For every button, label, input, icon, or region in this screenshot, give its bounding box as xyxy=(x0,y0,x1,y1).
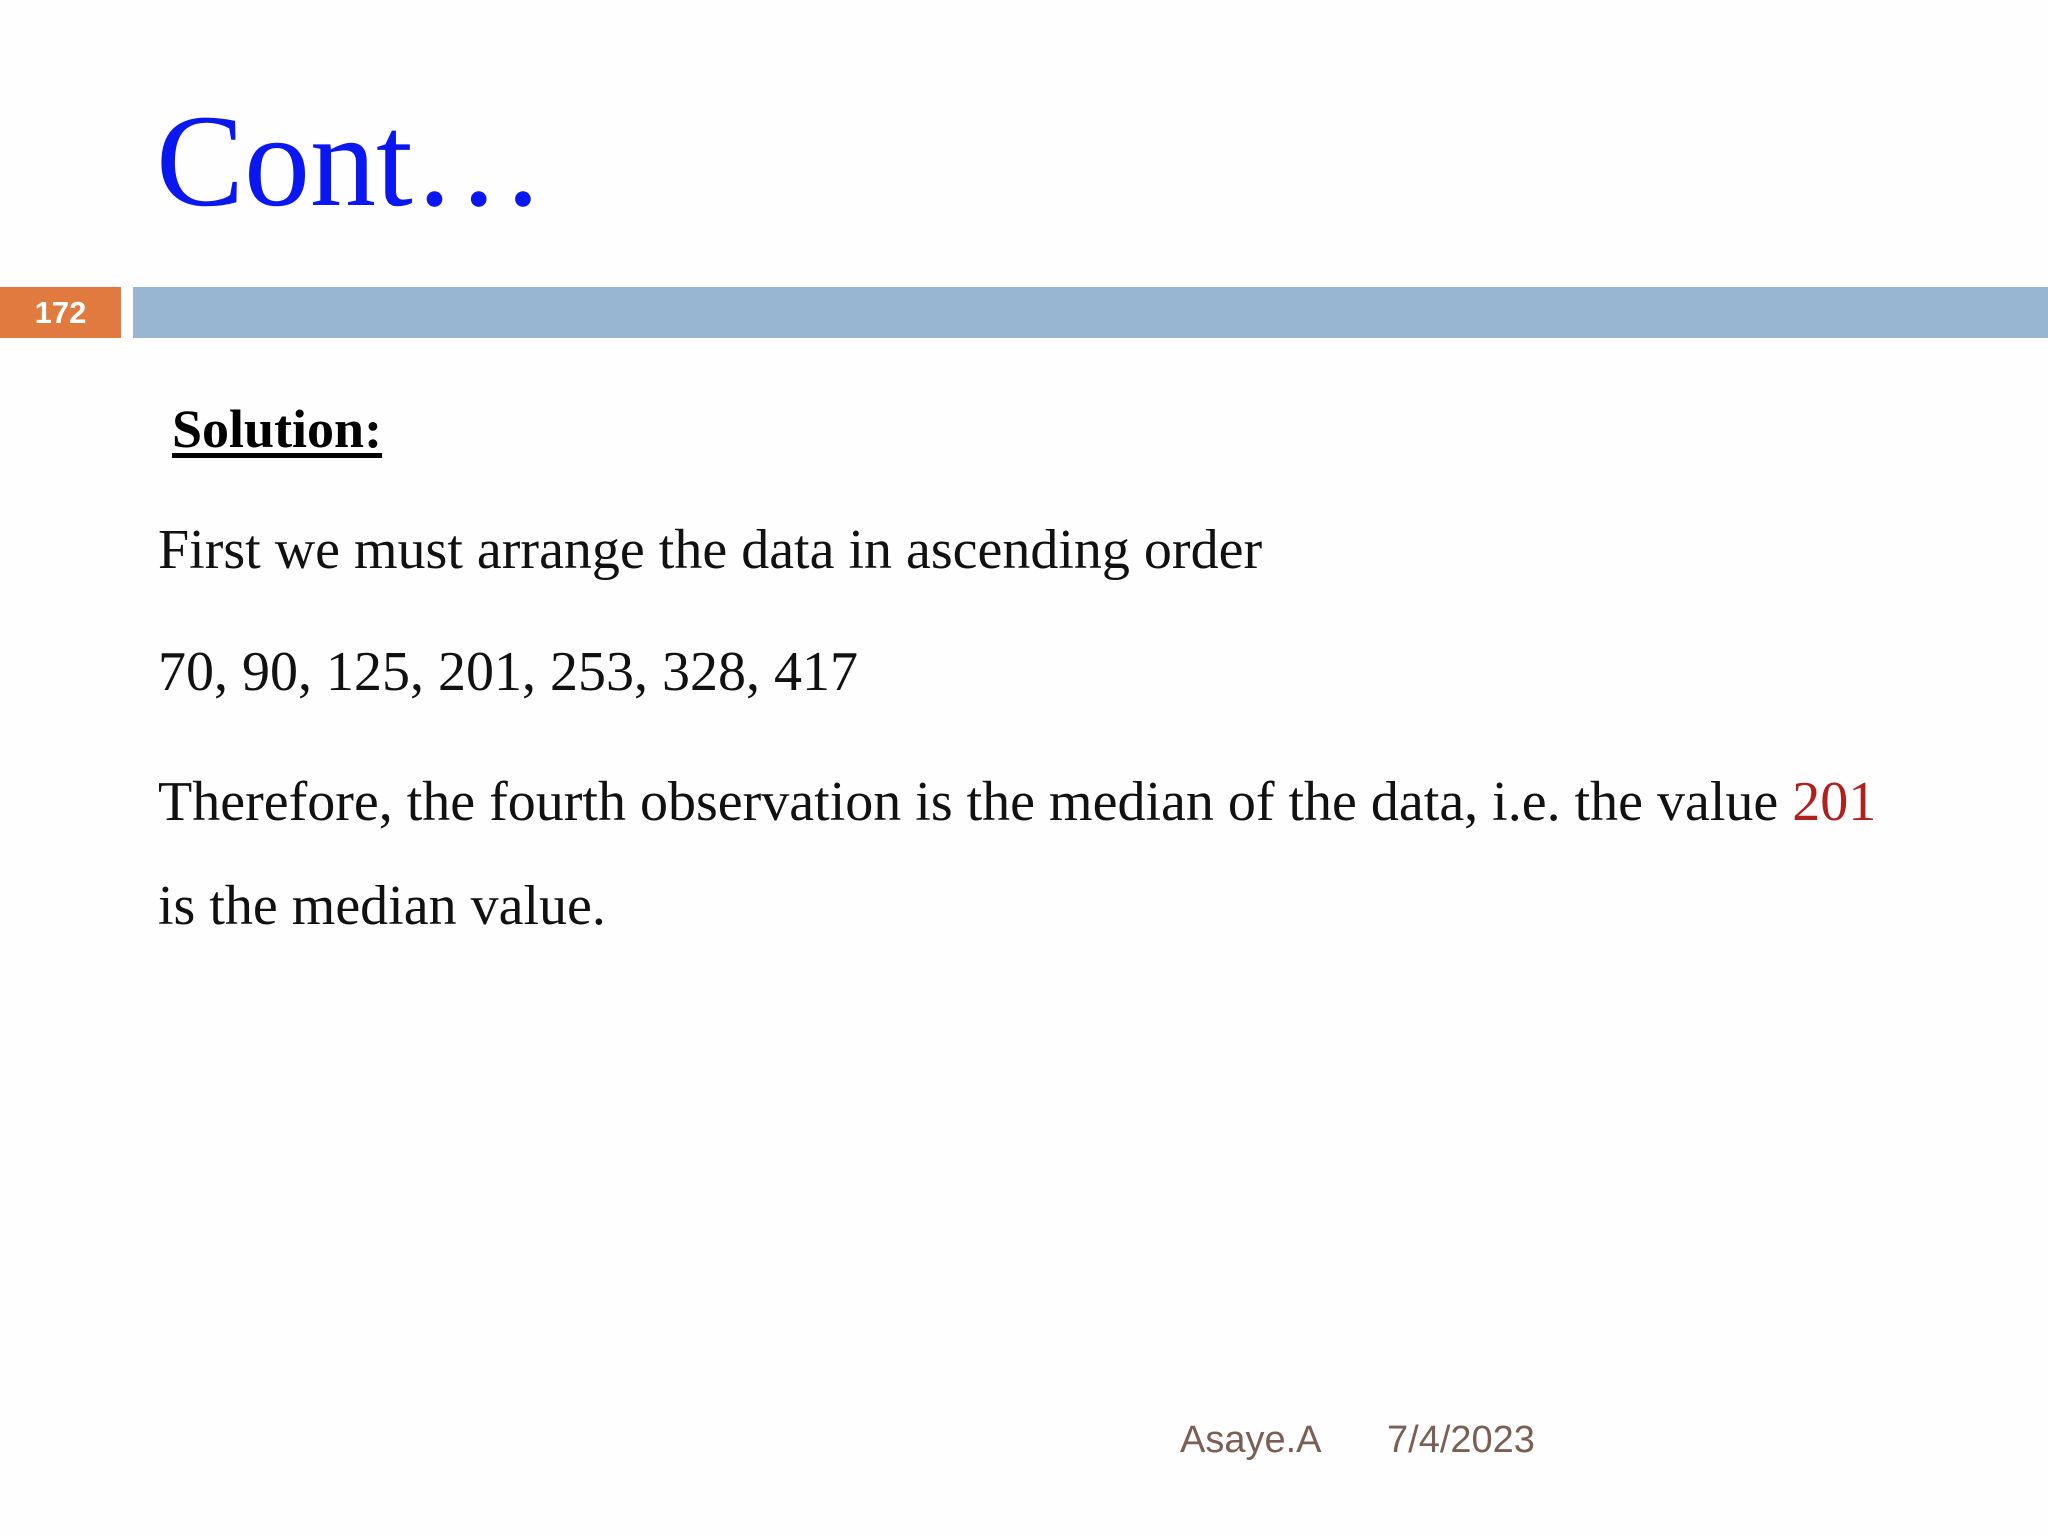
slide-number-badge: 172 xyxy=(0,287,121,338)
footer-author: Asaye.A xyxy=(1180,1419,1322,1461)
conclusion-text-continued: is the median value. xyxy=(158,875,606,937)
median-value-highlight: 201 xyxy=(1792,771,1877,833)
conclusion-text-before: Therefore, the fourth observation is the median of the data, i.e. the value xyxy=(158,771,1793,833)
footer-date: 7/4/2023 xyxy=(1387,1419,1535,1461)
sorted-data-text: 70, 90, 125, 201, 253, 328, 417 xyxy=(158,641,858,703)
title-divider-bar xyxy=(133,287,2048,338)
slide-title: Cont… xyxy=(156,87,545,234)
conclusion-text xyxy=(158,770,1876,834)
instruction-text: First we must arrange the data in ascending order xyxy=(158,519,1263,581)
solution-heading: Solution: xyxy=(172,399,383,459)
